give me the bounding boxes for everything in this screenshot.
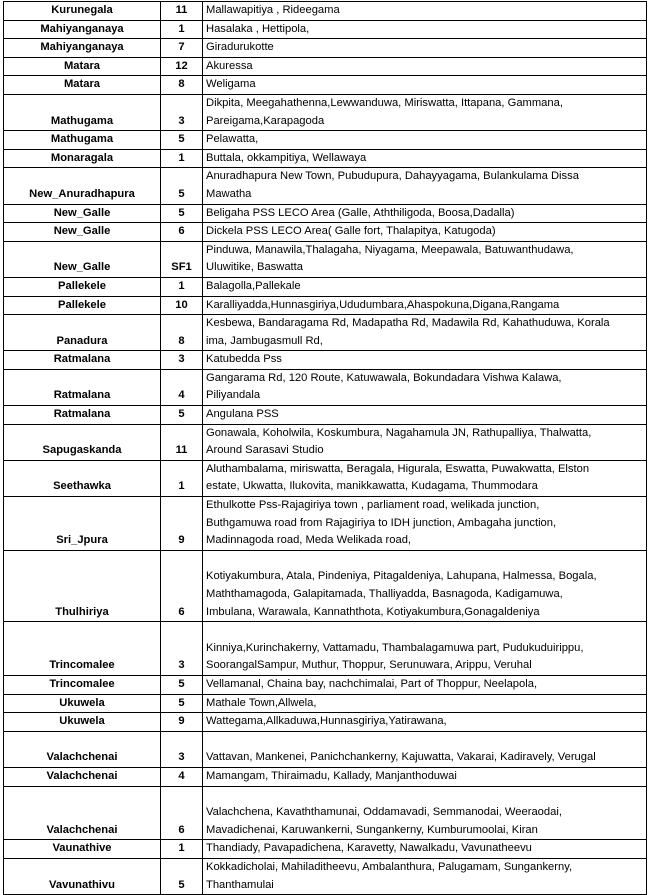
- feeder-cell: SF1: [161, 241, 203, 277]
- area-cell: Vaunathive: [4, 840, 161, 859]
- feeder-cell: 12: [161, 57, 203, 76]
- area-cell: Matara: [4, 76, 161, 95]
- power-interruption-table: [3, 1, 647, 895]
- feeder-cell: 9: [161, 713, 203, 732]
- area-cell: Monaragala: [4, 149, 161, 168]
- area-cell: Ratmalana: [4, 369, 161, 405]
- area-cell: Trincomalee: [4, 622, 161, 676]
- area-cell: Ukuwela: [4, 713, 161, 732]
- area-cell: Valachchenai: [4, 767, 161, 786]
- table-row: [4, 460, 647, 496]
- area-cell: Ukuwela: [4, 694, 161, 713]
- table-row: [4, 840, 647, 859]
- places-cell: Hasalaka , Hettipola,: [203, 20, 647, 39]
- table-row: [4, 351, 647, 370]
- table-row: [4, 94, 647, 130]
- places-cell: Kotiyakumbura, Atala, Pindeniya, Pitagaldeniya, Lahupana, Halmessa, Bogala, Maththamagoda, Galapitamada, Thalliyadda, Basnagoda, Kadigamuwa, Imbulana, Warawala, Kannaththota, Kotiyakumbura,Gonagaldeniya: [203, 550, 647, 621]
- places-cell: Kesbewa, Bandaragama Rd, Madapatha Rd, Madawila Rd, Kahathuduwa, Korala ima, Jambugasmull Rd,: [203, 315, 647, 351]
- places-cell: Buttala, okkampitiya, Wellawaya: [203, 149, 647, 168]
- table-row: [4, 20, 647, 39]
- table-row: [4, 149, 647, 168]
- feeder-cell: 11: [161, 2, 203, 21]
- places-cell: Thandiady, Pavapadichena, Karavetty, Nawalkadu, Vavunatheevu: [203, 840, 647, 859]
- places-cell: Dickela PSS LECO Area( Galle fort, Thalapitya, Katugoda): [203, 223, 647, 242]
- area-cell: New_Galle: [4, 204, 161, 223]
- feeder-cell: 5: [161, 858, 203, 894]
- places-cell: Mamangam, Thiraimadu, Kallady, Manjanthoduwai: [203, 767, 647, 786]
- places-cell: Wattegama,Allkaduwa,Hunnasgiriya,Yatirawana,: [203, 713, 647, 732]
- area-cell: Matara: [4, 57, 161, 76]
- feeder-cell: 1: [161, 460, 203, 496]
- table-row: [4, 241, 647, 277]
- feeder-cell: 1: [161, 20, 203, 39]
- table-row: [4, 786, 647, 840]
- area-cell: Panadura: [4, 315, 161, 351]
- area-cell: Seethawka: [4, 460, 161, 496]
- feeder-cell: 9: [161, 497, 203, 551]
- area-cell: Sapugaskanda: [4, 424, 161, 460]
- table-row: [4, 550, 647, 621]
- area-cell: Pallekele: [4, 296, 161, 315]
- feeder-cell: 3: [161, 622, 203, 676]
- table-row: [4, 622, 647, 676]
- places-cell: Gonawala, Koholwila, Koskumbura, Nagahamula JN, Rathupalliya, Thalwatta, Around Sarasavi Studio: [203, 424, 647, 460]
- places-cell: Katubedda Pss: [203, 351, 647, 370]
- area-cell: Mathugama: [4, 94, 161, 130]
- places-cell: Valachchena, Kavaththamunai, Oddamavadi, Semmanodai, Weeraodai, Mavadichenai, Karuwankerni, Sungankerny, Kumburumoolai, Kiran: [203, 786, 647, 840]
- table-row: [4, 168, 647, 204]
- area-cell: New_Galle: [4, 223, 161, 242]
- places-cell: Karalliyadda,Hunnasgiriya,Ududumbara,Ahaspokuna,Digana,Rangama: [203, 296, 647, 315]
- feeder-cell: 3: [161, 94, 203, 130]
- area-cell: Pallekele: [4, 277, 161, 296]
- feeder-cell: 1: [161, 840, 203, 859]
- table-row: [4, 497, 647, 551]
- table-row: [4, 57, 647, 76]
- places-cell: Gangarama Rd, 120 Route, Katuwawala, Bokundadara Vishwa Kalawa, Piliyandala: [203, 369, 647, 405]
- feeder-cell: 5: [161, 168, 203, 204]
- feeder-cell: 7: [161, 39, 203, 58]
- area-cell: Valachchenai: [4, 731, 161, 767]
- places-cell: Pinduwa, Manawila,Thalagaha, Niyagama, Meepawala, Batuwanthudawa, Uluwitike, Baswatta: [203, 241, 647, 277]
- area-cell: New_Galle: [4, 241, 161, 277]
- places-cell: Balagolla,Pallekale: [203, 277, 647, 296]
- feeder-cell: 5: [161, 204, 203, 223]
- places-cell: Mallawapitiya , Rideegama: [203, 2, 647, 21]
- table-row: [4, 694, 647, 713]
- area-cell: Mahiyanganaya: [4, 20, 161, 39]
- places-cell: Anuradhapura New Town, Pubudupura, Dahayyagama, Bulankulama Dissa Mawatha: [203, 168, 647, 204]
- places-cell: Weligama: [203, 76, 647, 95]
- area-cell: Valachchenai: [4, 786, 161, 840]
- table-row: [4, 223, 647, 242]
- feeder-cell: 8: [161, 76, 203, 95]
- area-cell: Sri_Jpura: [4, 497, 161, 551]
- area-cell: New_Anuradhapura: [4, 168, 161, 204]
- feeder-cell: 3: [161, 351, 203, 370]
- area-cell: Kurunegala: [4, 2, 161, 21]
- table-row: [4, 131, 647, 150]
- feeder-cell: 6: [161, 223, 203, 242]
- feeder-cell: 5: [161, 406, 203, 425]
- table-row: [4, 39, 647, 58]
- feeder-cell: 5: [161, 131, 203, 150]
- places-cell: Akuressa: [203, 57, 647, 76]
- feeder-cell: 11: [161, 424, 203, 460]
- table-row: [4, 315, 647, 351]
- feeder-cell: 6: [161, 550, 203, 621]
- area-cell: Ratmalana: [4, 351, 161, 370]
- table-body: [4, 2, 647, 895]
- places-cell: Vattavan, Mankenei, Panichchankerny, Kajuwatta, Vakarai, Kadiravely, Verugal: [203, 731, 647, 767]
- feeder-cell: 3: [161, 731, 203, 767]
- feeder-cell: 6: [161, 786, 203, 840]
- table-row: [4, 76, 647, 95]
- table-row: [4, 731, 647, 767]
- table-row: [4, 296, 647, 315]
- places-cell: Kinniya,Kurinchakerny, Vattamadu, Thambalagamuwa part, Pudukuduirippu, SoorangalSampur, Muthur, Thoppur, Serunuwara, Arippu, Veruhal: [203, 622, 647, 676]
- table-row: [4, 2, 647, 21]
- feeder-cell: 10: [161, 296, 203, 315]
- feeder-cell: 4: [161, 767, 203, 786]
- places-cell: Kokkadicholai, Mahiladitheevu, Ambalanthura, Palugamam, Sungankerny, Thanthamulai: [203, 858, 647, 894]
- places-cell: Beligaha PSS LECO Area (Galle, Aththiligoda, Boosa,Dadalla): [203, 204, 647, 223]
- table-row: [4, 277, 647, 296]
- table-row: [4, 767, 647, 786]
- area-cell: Thulhiriya: [4, 550, 161, 621]
- places-cell: Giradurukotte: [203, 39, 647, 58]
- area-cell: Vavunathivu: [4, 858, 161, 894]
- feeder-cell: 8: [161, 315, 203, 351]
- feeder-cell: 5: [161, 675, 203, 694]
- places-cell: Ethulkotte Pss-Rajagiriya town , parliament road, welikada junction, Buthgamuwa road from Rajagiriya to IDH junction, Ambagaha junction, Madinnagoda road, Meda Welikada road,: [203, 497, 647, 551]
- table-row: [4, 675, 647, 694]
- feeder-cell: 1: [161, 149, 203, 168]
- table-row: [4, 713, 647, 732]
- area-cell: Ratmalana: [4, 406, 161, 425]
- feeder-cell: 4: [161, 369, 203, 405]
- table-row: [4, 369, 647, 405]
- feeder-cell: 1: [161, 277, 203, 296]
- places-cell: Pelawatta,: [203, 131, 647, 150]
- table-row: [4, 406, 647, 425]
- table-row: [4, 424, 647, 460]
- places-cell: Mathale Town,Allwela,: [203, 694, 647, 713]
- table-row: [4, 204, 647, 223]
- area-cell: Mathugama: [4, 131, 161, 150]
- places-cell: Dikpita, Meegahathenna,Lewwanduwa, Miriswatta, Ittapana, Gammana, Pareigama,Karapagoda: [203, 94, 647, 130]
- area-cell: Mahiyanganaya: [4, 39, 161, 58]
- area-cell: Trincomalee: [4, 675, 161, 694]
- table-row: [4, 858, 647, 894]
- places-cell: Angulana PSS: [203, 406, 647, 425]
- places-cell: Vellamanal, Chaina bay, nachchimalai, Part of Thoppur, Neelapola,: [203, 675, 647, 694]
- feeder-cell: 5: [161, 694, 203, 713]
- places-cell: Aluthambalama, miriswatta, Beragala, Higurala, Eswatta, Puwakwatta, Elston estate, Ukwatta, Ilukovita, manikkawatta, Kudagama, Thummodara: [203, 460, 647, 496]
